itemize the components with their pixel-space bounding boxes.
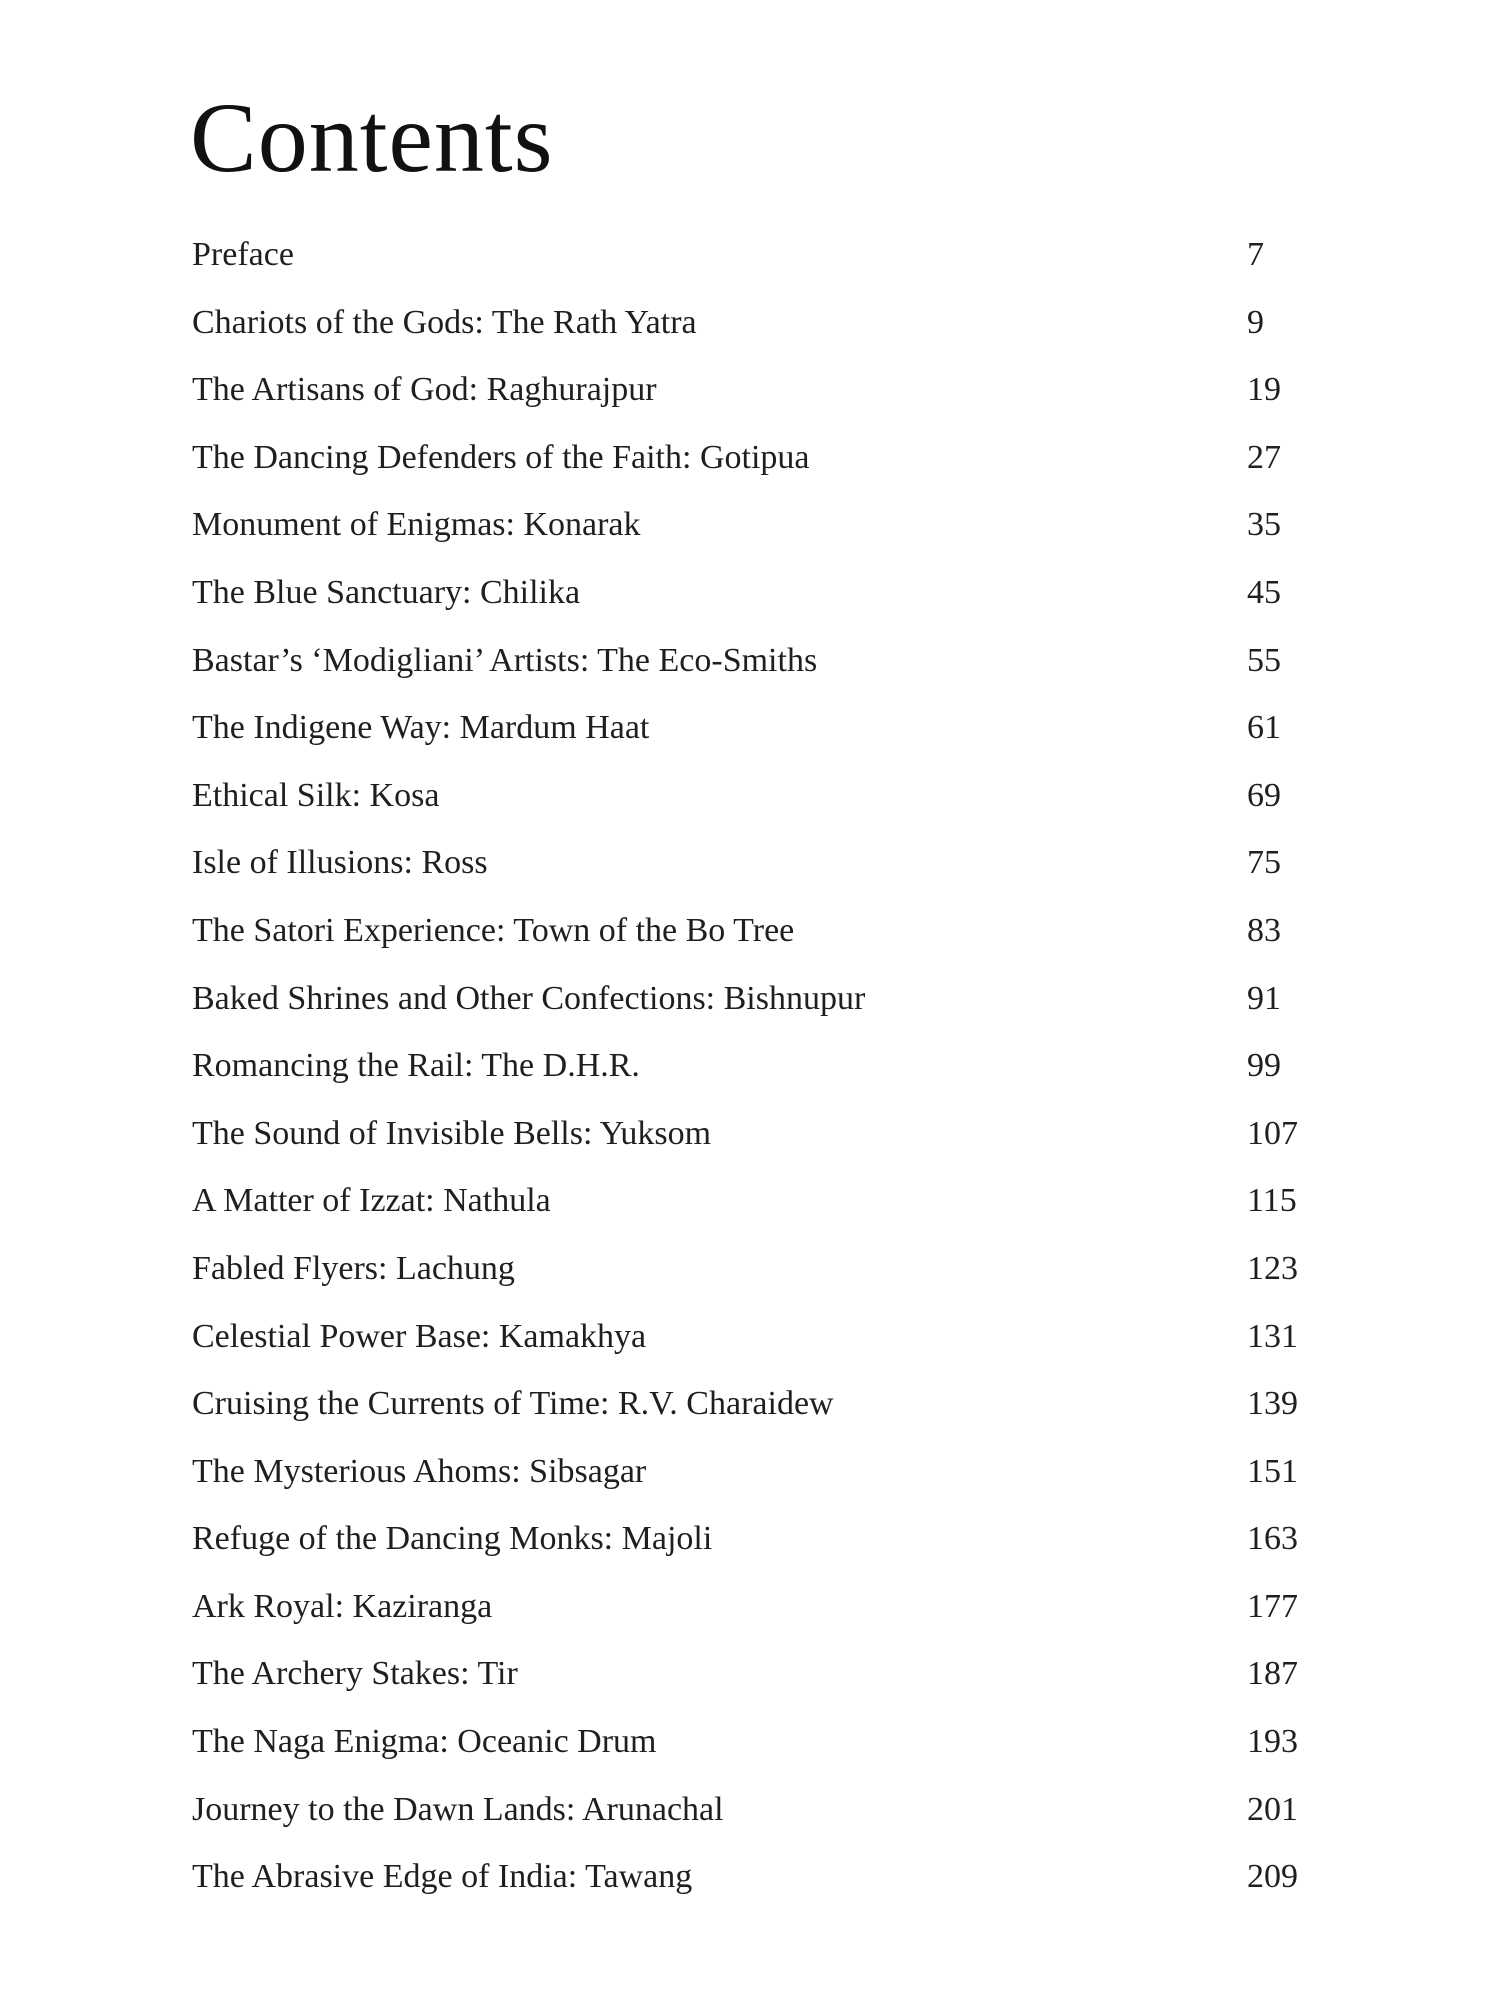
toc-entry-page-number: 187 (1247, 1655, 1298, 1693)
toc-entry-page-number: 115 (1247, 1182, 1297, 1220)
toc-entry-title: The Dancing Defenders of the Faith: Gotipua (192, 438, 810, 476)
toc-entry (192, 1522, 1317, 1590)
toc-entry (192, 508, 1317, 576)
toc-entry (192, 1184, 1317, 1252)
toc-entry-title: Fabled Flyers: Lachung (192, 1249, 515, 1287)
toc-entry-title: Chariots of the Gods: The Rath Yatra (192, 303, 697, 341)
toc-entry-title: The Blue Sanctuary: Chilika (192, 573, 581, 611)
toc-entry (192, 911, 1317, 982)
toc-entry-page-number: 69 (1247, 776, 1281, 814)
toc-entry-title: Baked Shrines and Other Confections: Bishnupur (192, 979, 866, 1017)
toc-entry-page-number: 139 (1247, 1385, 1298, 1423)
toc-entry-page-number: 75 (1247, 844, 1281, 882)
toc-entry-page-number: 201 (1247, 1790, 1298, 1828)
toc-entry (192, 1114, 1317, 1185)
toc-entry (192, 373, 1317, 441)
toc-entry-page-number: 61 (1247, 709, 1281, 747)
toc-entry (192, 641, 1317, 712)
toc-entry-title: The Sound of Invisible Bells: Yuksom (192, 1114, 712, 1152)
toc-entry (192, 979, 1317, 1050)
toc-entry-page-number: 177 (1247, 1587, 1298, 1625)
toc-entry (192, 1452, 1317, 1523)
toc-entry-title: A Matter of Izzat: Nathula (192, 1182, 551, 1220)
toc-entry-title: The Indigene Way: Mardum Haat (192, 709, 650, 747)
toc-entry-page-number: 55 (1247, 641, 1281, 679)
toc-entry (192, 438, 1317, 509)
toc-entry (192, 238, 1317, 306)
toc-entry-title: Bastar’s ‘Modigliani’ Artists: The Eco-Smiths (192, 641, 818, 679)
toc-entry-page-number: 107 (1247, 1114, 1298, 1152)
toc-entry-title: The Naga Enigma: Oceanic Drum (192, 1723, 657, 1761)
toc-entry (192, 1249, 1317, 1320)
toc-entry (192, 1587, 1317, 1658)
toc-entry (192, 573, 1317, 644)
toc-entry (192, 1049, 1317, 1117)
toc-entry (192, 1657, 1317, 1725)
toc-entry-page-number: 193 (1247, 1723, 1298, 1761)
toc-entry-title: Ethical Silk: Kosa (192, 776, 440, 814)
toc-entry-page-number: 27 (1247, 438, 1281, 476)
toc-entry-title: Cruising the Currents of Time: R.V. Charaidew (192, 1385, 834, 1423)
toc-entry-page-number: 123 (1247, 1249, 1298, 1287)
toc-entry-title: The Satori Experience: Town of the Bo Tree (192, 911, 795, 949)
toc-entry (192, 1860, 1317, 1928)
toc-entry (192, 1790, 1317, 1861)
page-title: Contents (190, 82, 554, 193)
toc-entry-title: The Artisans of God: Raghurajpur (192, 371, 657, 409)
toc-entry-title: Isle of Illusions: Ross (192, 844, 488, 882)
toc-entry-page-number: 83 (1247, 911, 1281, 949)
toc-entry-page-number: 19 (1247, 371, 1281, 409)
toc-entry-page-number: 163 (1247, 1520, 1298, 1558)
toc-entry (192, 711, 1317, 779)
toc-entry-page-number: 209 (1247, 1858, 1298, 1896)
toc-entry-title: The Archery Stakes: Tir (192, 1655, 518, 1693)
toc-entry-page-number: 131 (1247, 1317, 1298, 1355)
table-of-contents (192, 238, 1317, 1928)
toc-entry-title: Celestial Power Base: Kamakhya (192, 1317, 647, 1355)
toc-entry (192, 1387, 1317, 1455)
toc-entry-page-number: 9 (1247, 303, 1264, 341)
toc-entry (192, 1725, 1317, 1793)
toc-entry-page-number: 91 (1247, 979, 1281, 1017)
toc-entry-page-number: 45 (1247, 573, 1281, 611)
toc-entry (192, 1317, 1317, 1388)
toc-entry-title: The Abrasive Edge of India: Tawang (192, 1858, 693, 1896)
toc-entry (192, 776, 1317, 847)
toc-entry-title: Romancing the Rail: The D.H.R. (192, 1047, 640, 1085)
toc-entry-title: Journey to the Dawn Lands: Arunachal (192, 1790, 724, 1828)
toc-entry-page-number: 99 (1247, 1047, 1281, 1085)
toc-entry-title: Preface (192, 236, 294, 273)
toc-entry (192, 303, 1317, 374)
toc-entry-title: Ark Royal: Kaziranga (192, 1587, 493, 1625)
toc-entry (192, 846, 1317, 914)
toc-entry-title: Refuge of the Dancing Monks: Majoli (192, 1520, 713, 1558)
toc-entry-page-number: 35 (1247, 506, 1281, 544)
toc-entry-page-number: 151 (1247, 1452, 1298, 1490)
toc-entry-title: Monument of Enigmas: Konarak (192, 506, 641, 544)
toc-entry-title: The Mysterious Ahoms: Sibsagar (192, 1452, 647, 1490)
toc-entry-page-number: 7 (1247, 236, 1264, 273)
